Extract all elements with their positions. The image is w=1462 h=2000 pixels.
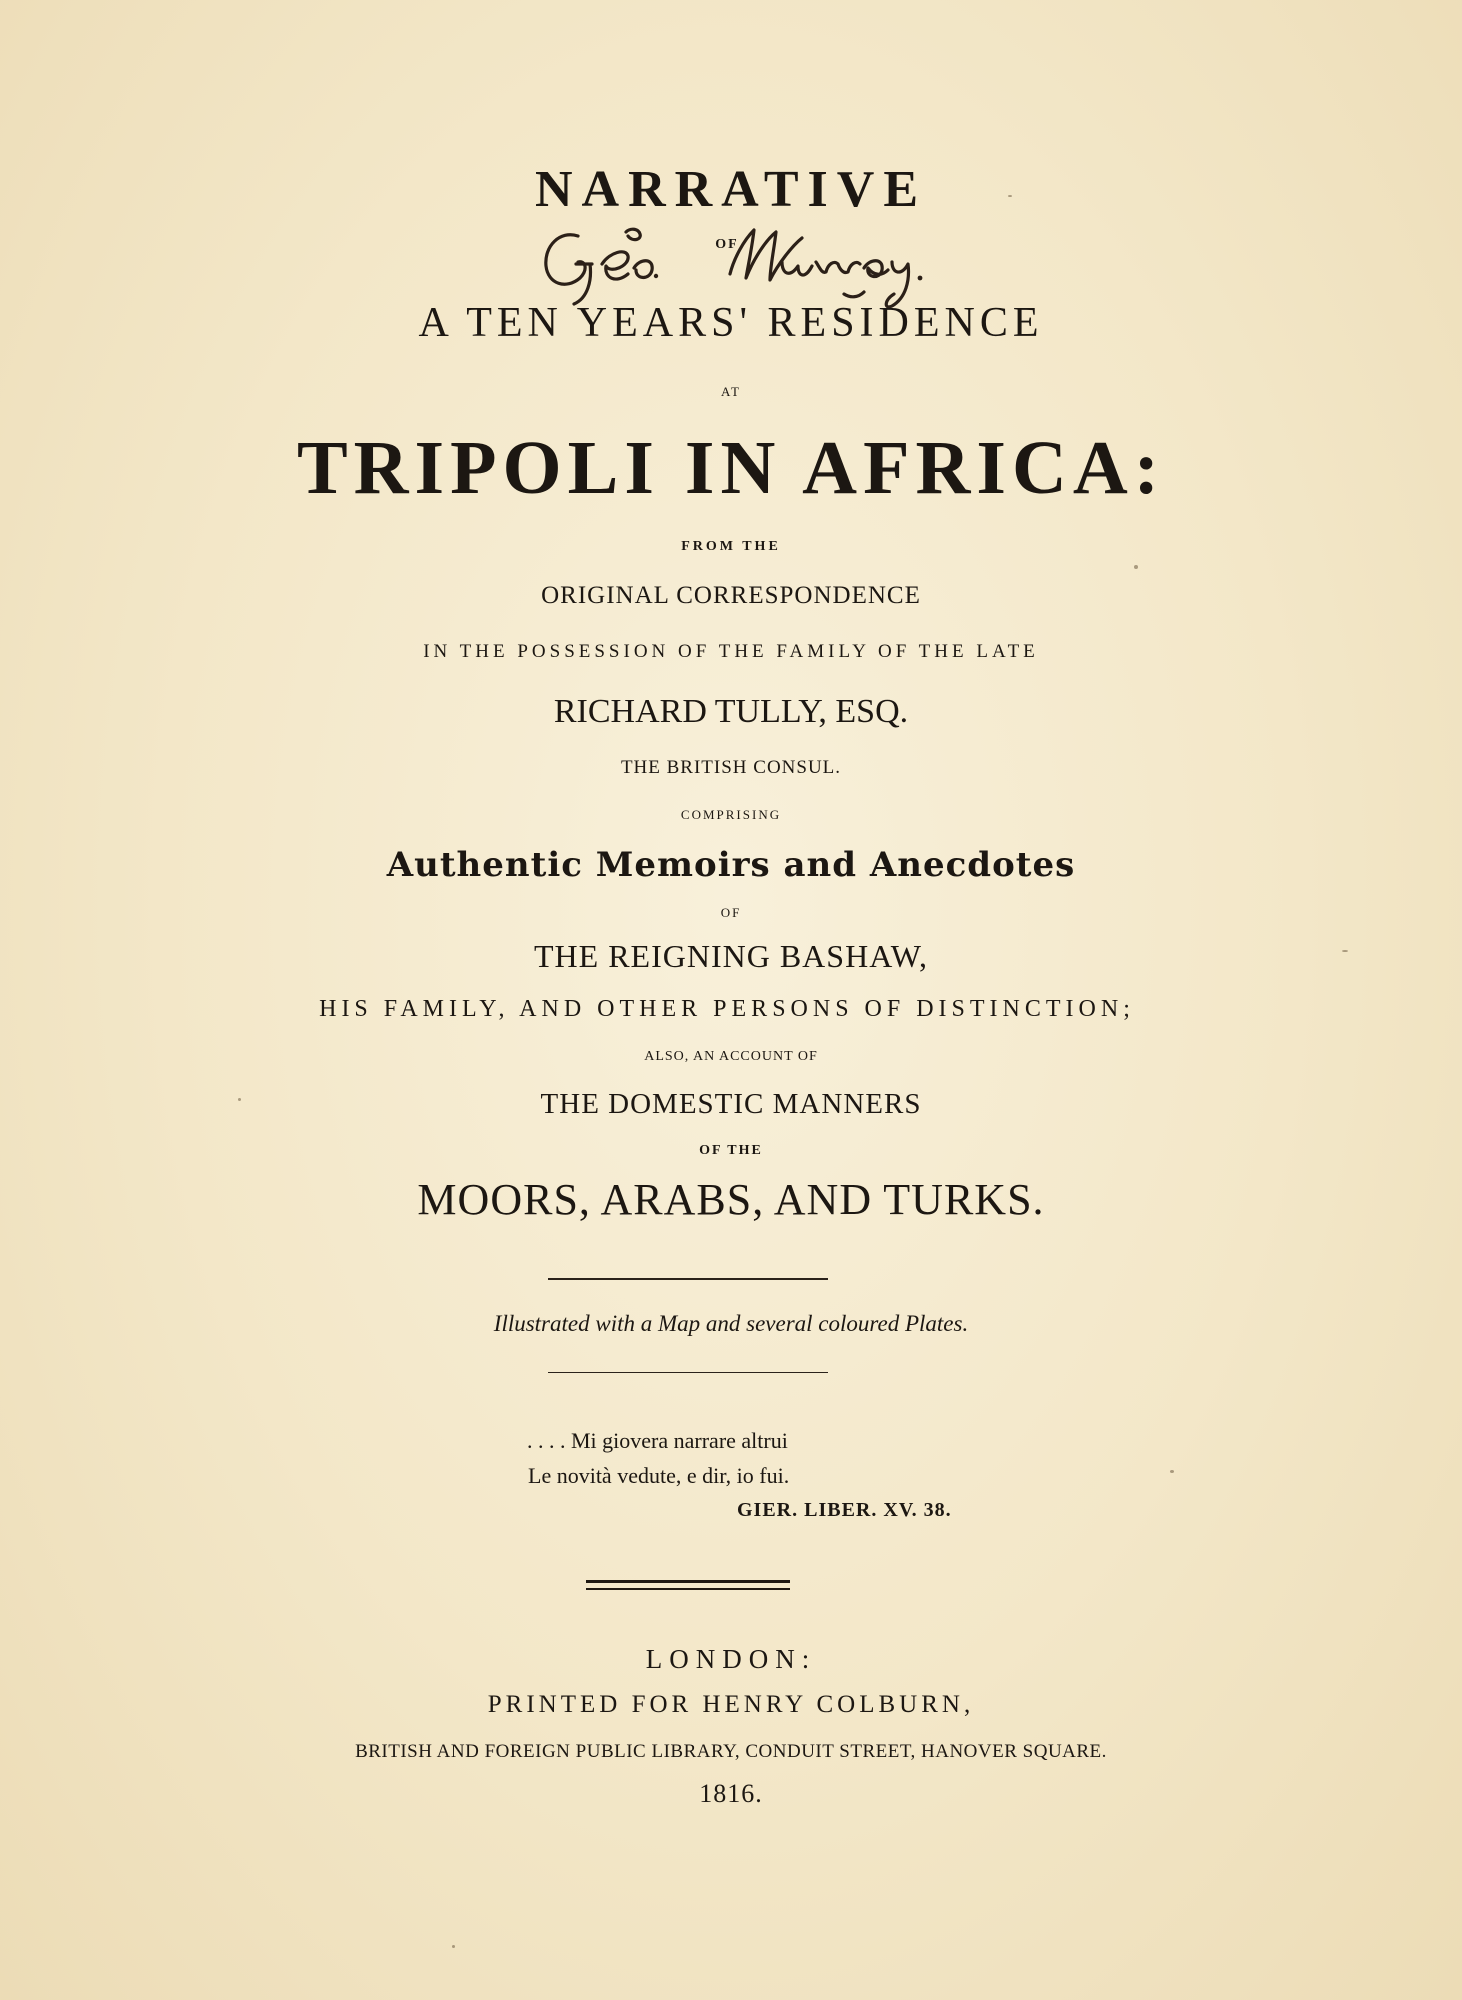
family-distinction: HIS FAMILY, AND OTHER PERSONS OF DISTINCTION; <box>319 996 1135 1022</box>
signature-drawing <box>530 218 990 308</box>
also-account: ALSO, AN ACCOUNT OF <box>644 1049 818 1064</box>
original-correspondence: ORIGINAL CORRESPONDENCE <box>541 582 921 609</box>
of-label-1: OF <box>715 237 739 252</box>
paper-speck <box>1008 195 1012 197</box>
british-consul: THE BRITISH CONSUL. <box>620 757 842 778</box>
imprint-year: 1816. <box>699 1779 763 1808</box>
title-ten-years: A TEN YEARS' RESIDENCE <box>418 300 1044 346</box>
comprising-label: COMPRISING <box>680 807 782 822</box>
epigraph-line-2: Le novità vedute, e dir, io fui. <box>528 1463 790 1488</box>
epigraph-line-1: . . . . Mi giovera narrare altrui <box>527 1428 788 1453</box>
paper-speck <box>238 1098 241 1101</box>
divider-double-rule <box>586 1580 790 1590</box>
of-label-2: OF <box>720 905 742 920</box>
title-narrative: NARRATIVE <box>534 161 928 218</box>
richard-tully: RICHARD TULLY, ESQ. <box>553 693 909 730</box>
possession-line: IN THE POSSESSION OF THE FAMILY OF THE LATE <box>423 641 1039 662</box>
handwritten-signature <box>530 218 990 308</box>
divider-rule-1 <box>548 1278 828 1280</box>
imprint-printed-for: PRINTED FOR HENRY COLBURN, <box>487 1691 975 1718</box>
imprint-library: BRITISH AND FOREIGN PUBLIC LIBRARY, CONDUIT STREET, HANOVER SQUARE. <box>355 1741 1107 1762</box>
of-the-label: OF THE <box>699 1143 763 1158</box>
paper-speck <box>1170 1470 1174 1473</box>
moors-arabs-turks: MOORS, ARABS, AND TURKS. <box>417 1175 1045 1224</box>
paper-speck <box>452 1945 455 1948</box>
reigning-bashaw: THE REIGNING BASHAW, <box>533 938 928 974</box>
epigraph-source: GIER. LIBER. XV. 38. <box>737 1499 952 1521</box>
domestic-manners: THE DOMESTIC MANNERS <box>540 1088 922 1120</box>
divider-rule-2 <box>548 1372 828 1373</box>
title-tripoli: TRIPOLI IN AFRICA: <box>296 426 1166 510</box>
paper-speck <box>1134 565 1138 569</box>
at-label: AT <box>721 384 741 399</box>
authentic-memoirs: Authentic Memoirs and Anecdotes <box>386 845 1076 885</box>
imprint-london: LONDON: <box>645 1644 817 1674</box>
from-the-label: FROM THE <box>681 539 781 554</box>
illustrated-line: Illustrated with a Map and several coloured Plates. <box>493 1311 969 1336</box>
paper-speck <box>1342 950 1348 952</box>
